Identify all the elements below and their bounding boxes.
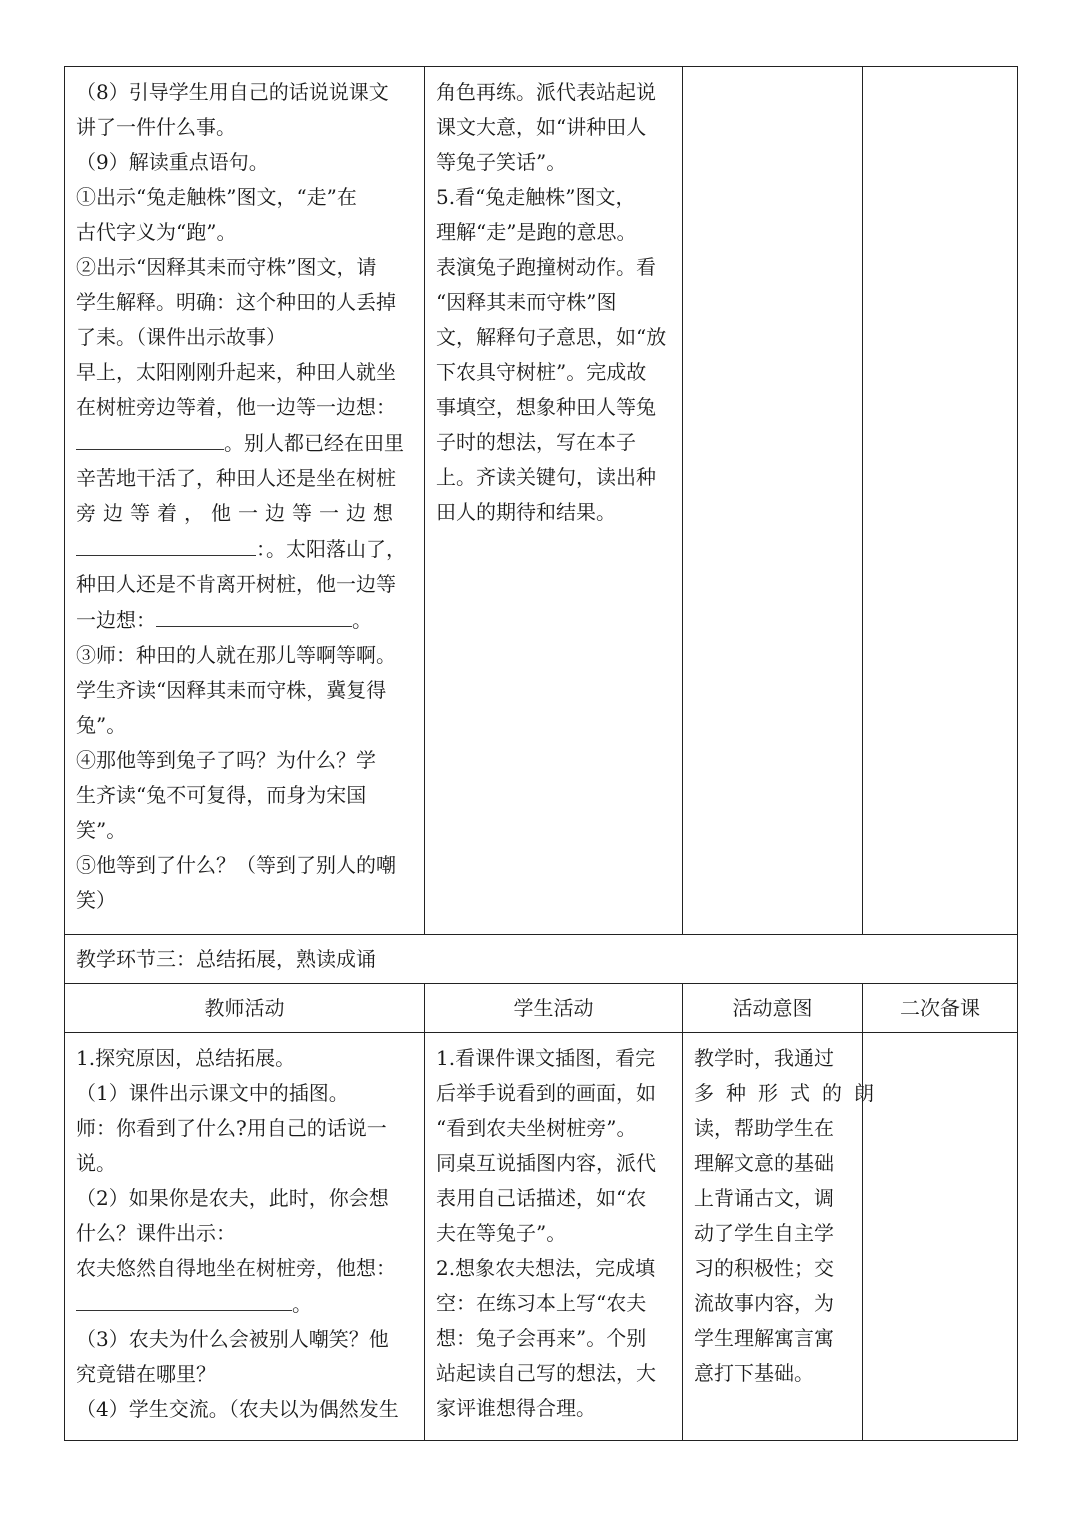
fill-in-blank: [76, 1286, 292, 1311]
teacher-line: 师：你看到了什么?用自己的话说一: [76, 1116, 387, 1140]
intent-line: 读，帮助学生在: [694, 1116, 834, 1140]
activity-intent-cell: [683, 1033, 886, 1441]
header-teacher: [65, 984, 425, 1033]
student-line: 理解“走”是跑的意思。: [436, 220, 637, 244]
intent-line: 流故事内容，为: [694, 1291, 834, 1315]
student-line: 下农具守树桩”。完成故: [436, 360, 647, 384]
teacher-line: （8）引导学生用自己的话说说课文: [76, 80, 389, 104]
teacher-line: 兔”。: [76, 713, 127, 737]
teacher-activity-cell: [65, 1033, 425, 1441]
teacher-line: 什么？课件出示：: [76, 1221, 236, 1245]
fill-in-suffix: ：。太阳落山了，: [256, 537, 406, 561]
fill-in-suffix: 。别人都已经在田里: [224, 431, 404, 455]
intent-line: 上背诵古文，调: [694, 1186, 834, 1210]
teacher-line: ②出示“因释其耒而守株”图文，请: [76, 255, 377, 279]
header-second: [863, 984, 1018, 1033]
teacher-line: 辛苦地干活了，种田人还是坐在树桩: [76, 466, 396, 490]
teacher-line: （1）课件出示课文中的插图。: [76, 1081, 349, 1105]
student-activity-cell: [425, 1033, 683, 1441]
student-line: 角色再练。派代表站起说: [436, 80, 656, 104]
teacher-line: 农夫悠然自得地坐在树桩旁，他想：: [76, 1256, 396, 1280]
teacher-line: （9）解读重点语句。: [76, 150, 269, 174]
intent-line: 学生理解寓言寓: [694, 1326, 834, 1350]
header-intent-label: 活动意图: [732, 996, 813, 1020]
student-line: 夫在等兔子”。: [436, 1221, 567, 1245]
teacher-line: 种田人还是不肯离开树桩，他一边等: [76, 572, 396, 596]
student-line: 站起读自己写的想法，大: [436, 1361, 656, 1385]
student-line: 课文大意，如“讲种田人: [436, 115, 647, 139]
teacher-line: 1.探究原因，总结拓展。: [76, 1046, 296, 1070]
student-line: 文，解释句子意思，如“放: [436, 325, 667, 349]
header-row: [65, 984, 1018, 1033]
fill-in-line: [76, 1286, 414, 1322]
intent-line: 教学时，我通过: [694, 1046, 834, 1070]
header-second-label: 二次备课: [900, 996, 980, 1020]
student-line: 同桌互说插图内容，派代: [436, 1151, 656, 1175]
fill-in-prefix: 一边想：: [76, 608, 156, 632]
student-line: 田人的期待和结果。: [436, 500, 616, 524]
teacher-line: ③师：种田的人就在那儿等啊等啊。: [76, 643, 396, 667]
header-student: [425, 984, 683, 1033]
fill-in-blank: [156, 602, 352, 627]
fill-in-line: [76, 425, 414, 461]
fill-in-line: [76, 602, 414, 638]
section-title-row: [65, 935, 1018, 984]
teacher-line: 笑）: [76, 888, 116, 912]
teacher-line: 笑”。: [76, 818, 127, 842]
student-line: 事填空，想象种田人等兔: [436, 395, 656, 419]
teacher-line: ①出示“兔走触株”图文，“走”在: [76, 185, 357, 209]
teacher-activity-cell: [65, 67, 425, 935]
student-line: 2.想象农夫想法，完成填: [436, 1256, 656, 1280]
activity-row-continued: [65, 67, 1018, 935]
teacher-line: 在树桩旁边等着，他一边等一边想：: [76, 395, 396, 419]
student-line: 表演兔子跑撞树动作。看: [436, 255, 656, 279]
student-line: “因释其耒而守株”图: [436, 290, 617, 314]
fill-in-blank: [76, 531, 256, 556]
teacher-line: ⑤他等到了什么？（等到了别人的嘲: [76, 853, 396, 877]
teacher-line: ④那他等到兔子了吗？为什么？学: [76, 748, 376, 772]
teacher-line: 讲了一件什么事。: [76, 115, 236, 139]
student-line: 子时的想法，写在本子: [436, 430, 636, 454]
activity-intent-cell: [683, 67, 863, 935]
student-line: 想：兔子会再来”。个别: [436, 1326, 647, 1350]
header-student-label: 学生活动: [513, 996, 594, 1020]
student-line: 后举手说看到的画面，如: [436, 1081, 656, 1105]
teacher-line: 学生解释。明确：这个种田的人丢掉: [76, 290, 396, 314]
student-line: 表用自己话描述，如“农: [436, 1186, 647, 1210]
student-line: 5.看“兔走触株”图文，: [436, 185, 636, 209]
teacher-line: （4）学生交流。（农夫以为偶然发生: [76, 1397, 399, 1421]
teacher-line: 生齐读“兔不可复得，而身为宋国: [76, 783, 367, 807]
activity-row: [65, 1033, 1018, 1441]
student-line: 等兔子笑话”。: [436, 150, 567, 174]
second-prep-cell: [863, 67, 1018, 935]
intent-line: 动了学生自主学: [694, 1221, 834, 1245]
teacher-line: 早上，太阳刚刚升起来，种田人就坐: [76, 360, 396, 384]
teacher-line: 古代字义为“跑”。: [76, 220, 237, 244]
lesson-plan-table: [64, 66, 1018, 1441]
header-teacher-label: 教师活动: [204, 996, 285, 1020]
student-line: 上。齐读关键句，读出种: [436, 465, 656, 489]
fill-in-suffix: 。: [292, 1292, 312, 1316]
header-intent: [683, 984, 863, 1033]
teacher-line: （3）农夫为什么会被别人嘲笑？他: [76, 1327, 389, 1351]
student-activity-cell: [425, 67, 683, 935]
teacher-line: 学生齐读“因释其耒而守株，冀复得: [76, 678, 387, 702]
teacher-line: 了耒。（课件出示故事）: [76, 325, 286, 349]
student-line: 1.看课件课文插图，看完: [436, 1046, 656, 1070]
intent-line: 理解文意的基础: [694, 1151, 834, 1175]
teacher-line: （2）如果你是农夫，此时，你会想: [76, 1186, 389, 1210]
section-title: 教学环节三：总结拓展，熟读成诵: [76, 947, 376, 971]
intent-line: 意打下基础。: [694, 1361, 814, 1385]
intent-line: 多种形式的朗: [694, 1081, 886, 1105]
fill-in-suffix: 。: [352, 608, 372, 632]
teacher-line: 究竟错在哪里？: [76, 1362, 216, 1386]
intent-line: 习的积极性；交: [694, 1256, 834, 1280]
teacher-line: 说。: [76, 1151, 116, 1175]
teacher-line: 旁边等着，他一边等一边想: [76, 501, 400, 525]
student-line: 空：在练习本上写“农夫: [436, 1291, 647, 1315]
student-line: 家评谁想得合理。: [436, 1396, 596, 1420]
fill-in-blank: [76, 425, 224, 450]
student-line: “看到农夫坐树桩旁”。: [436, 1116, 637, 1140]
section-title-cell: [65, 935, 1018, 984]
fill-in-line: [76, 531, 414, 567]
